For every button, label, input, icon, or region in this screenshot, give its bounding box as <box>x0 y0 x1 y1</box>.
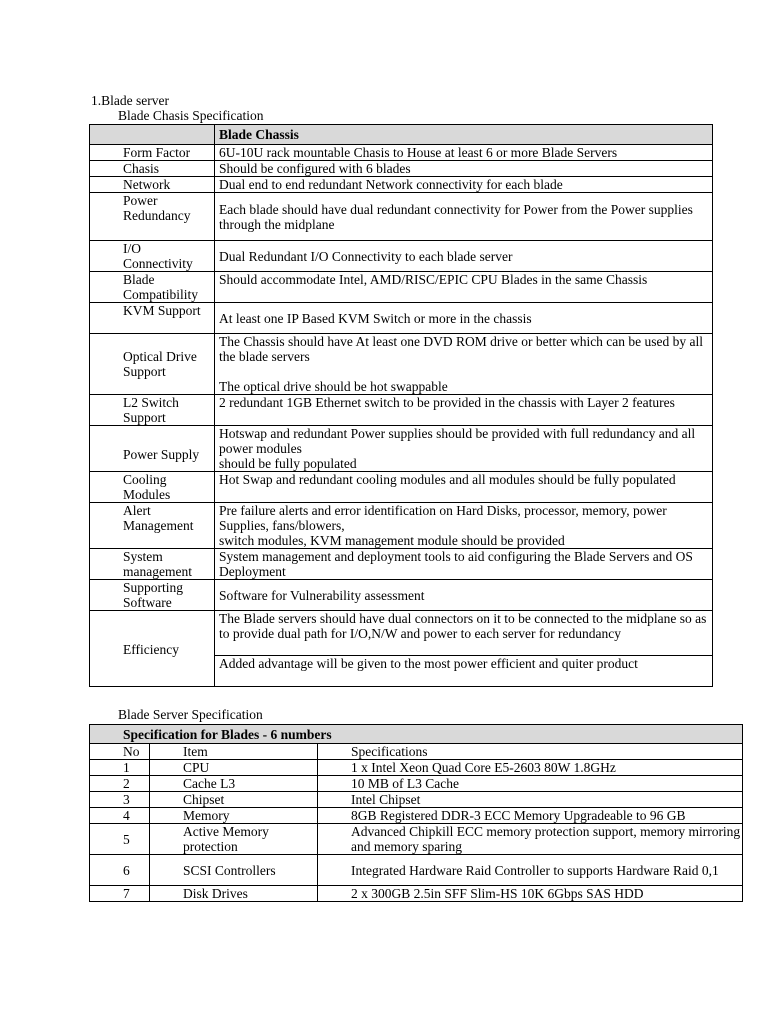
section-heading: 1.Blade server <box>91 93 169 108</box>
row-spec: Integrated Hardware Raid Controller to supports Hardware Raid 0,1 <box>318 855 743 886</box>
header-empty-cell <box>90 125 215 145</box>
column-header-row <box>90 744 743 760</box>
table-row <box>90 193 713 241</box>
row-value: Hot Swap and redundant cooling modules and all modules should be fully populated <box>215 472 713 503</box>
row-item: SCSI Controllers <box>150 855 318 886</box>
table-row <box>90 303 713 334</box>
row-value: System management and deployment tools to aid configuring the Blade Servers and OS Deployment <box>215 549 713 580</box>
column-header-no: No <box>90 744 150 760</box>
row-value: Should accommodate Intel, AMD/RISC/EPIC CPU Blades in the same Chassis <box>215 272 713 303</box>
row-label: L2 Switch Support <box>90 395 215 426</box>
row-label: Power Redundancy <box>90 193 215 241</box>
table-row <box>90 776 743 792</box>
chassis-spec-title: Blade Chasis Specification <box>118 108 264 123</box>
column-header-item: Item <box>150 744 318 760</box>
table-row <box>90 334 713 395</box>
row-value: Should be configured with 6 blades <box>215 161 713 177</box>
row-item: Cache L3 <box>150 776 318 792</box>
row-value: Dual end to end redundant Network connectivity for each blade <box>215 177 713 193</box>
row-value: 2 redundant 1GB Ethernet switch to be provided in the chassis with Layer 2 features <box>215 395 713 426</box>
row-value: 6U-10U rack mountable Chasis to House at least 6 or more Blade Servers <box>215 145 713 161</box>
column-header-specifications: Specifications <box>318 744 743 760</box>
row-value: At least one IP Based KVM Switch or more in the chassis <box>215 303 713 334</box>
table-row <box>90 808 743 824</box>
table-row <box>90 611 713 656</box>
table-header-row <box>90 125 713 145</box>
row-label: Network <box>90 177 215 193</box>
row-spec: Advanced Chipkill ECC memory protection support, memory mirroring and memory sparing <box>318 824 743 855</box>
row-no: 4 <box>90 808 150 824</box>
row-item: Memory <box>150 808 318 824</box>
row-value: The Chassis should have At least one DVD ROM drive or better which can be used by all the blade servers <box>219 334 704 364</box>
table-header-row <box>90 725 743 744</box>
row-no: 5 <box>90 824 150 855</box>
row-value: Hotswap and redundant Power supplies should be provided with full redundancy and all power modules <box>219 426 696 456</box>
row-value: Dual Redundant I/O Connectivity to each blade server <box>215 241 713 272</box>
table-row <box>90 792 743 808</box>
table-header-cell: Specification for Blades - 6 numbers <box>90 725 743 744</box>
table-row <box>90 472 713 503</box>
table-header-cell: Blade Chassis <box>215 125 713 145</box>
row-label: System management <box>90 549 215 580</box>
row-spec: 2 x 300GB 2.5in SFF Slim-HS 10K 6Gbps SAS HDD <box>318 886 743 902</box>
blade-spec-title: Blade Server Specification <box>118 707 263 722</box>
row-label: Form Factor <box>90 145 215 161</box>
table-row <box>90 580 713 611</box>
row-no: 2 <box>90 776 150 792</box>
table-row <box>90 161 713 177</box>
row-spec: 1 x Intel Xeon Quad Core E5-2603 80W 1.8GHz <box>318 760 743 776</box>
row-value-note: The optical drive should be hot swappable <box>219 379 448 394</box>
row-value-cell <box>215 503 713 549</box>
table-row <box>90 145 713 161</box>
table-row <box>90 426 713 472</box>
row-no: 7 <box>90 886 150 902</box>
row-item: Disk Drives <box>150 886 318 902</box>
row-value-cell <box>215 334 713 395</box>
table-row <box>90 272 713 303</box>
table-row <box>90 177 713 193</box>
table-row <box>90 503 713 549</box>
row-value: Each blade should have dual redundant connectivity for Power from the Power supplies through the midplane <box>215 193 713 241</box>
table-row <box>90 760 743 776</box>
row-label: KVM Support <box>90 303 215 334</box>
table-row <box>90 886 743 902</box>
row-value-note: Added advantage will be given to the most power efficient and quiter product <box>215 656 713 687</box>
row-item: CPU <box>150 760 318 776</box>
row-label: Efficiency <box>90 611 215 687</box>
table-row <box>90 824 743 855</box>
row-label: Alert Management <box>90 503 215 549</box>
row-spec: Intel Chipset <box>318 792 743 808</box>
row-label: Cooling Modules <box>90 472 215 503</box>
table-row <box>90 395 713 426</box>
blade-spec-table <box>89 724 743 902</box>
row-spec: 10 MB of L3 Cache <box>318 776 743 792</box>
row-no: 3 <box>90 792 150 808</box>
row-label: Chasis <box>90 161 215 177</box>
row-value-cell <box>215 426 713 472</box>
row-item: Chipset <box>150 792 318 808</box>
row-value: Pre failure alerts and error identification on Hard Disks, processor, memory, power Supplies, fans/blowers, <box>219 503 667 533</box>
row-no: 1 <box>90 760 150 776</box>
table-row <box>90 855 743 886</box>
row-label: Power Supply <box>90 426 215 472</box>
row-value: The Blade servers should have dual connectors on it to be connected to the midplane so as to provide dual path for I/O,N/W and power to each server for redundancy <box>215 611 713 656</box>
row-item: Active Memory protection <box>150 824 318 855</box>
row-label: Blade Compatibility <box>90 272 215 303</box>
row-value-note: switch modules, KVM management module should be provided <box>219 533 565 548</box>
row-label: I/O Connectivity <box>90 241 215 272</box>
row-spec: 8GB Registered DDR-3 ECC Memory Upgradeable to 96 GB <box>318 808 743 824</box>
chassis-spec-table <box>89 124 713 687</box>
row-value: Software for Vulnerability assessment <box>215 580 713 611</box>
row-label: Supporting Software <box>90 580 215 611</box>
row-no: 6 <box>90 855 150 886</box>
row-label: Optical Drive Support <box>90 334 215 395</box>
table-row <box>90 549 713 580</box>
row-value-note: should be fully populated <box>219 456 357 471</box>
table-row <box>90 241 713 272</box>
